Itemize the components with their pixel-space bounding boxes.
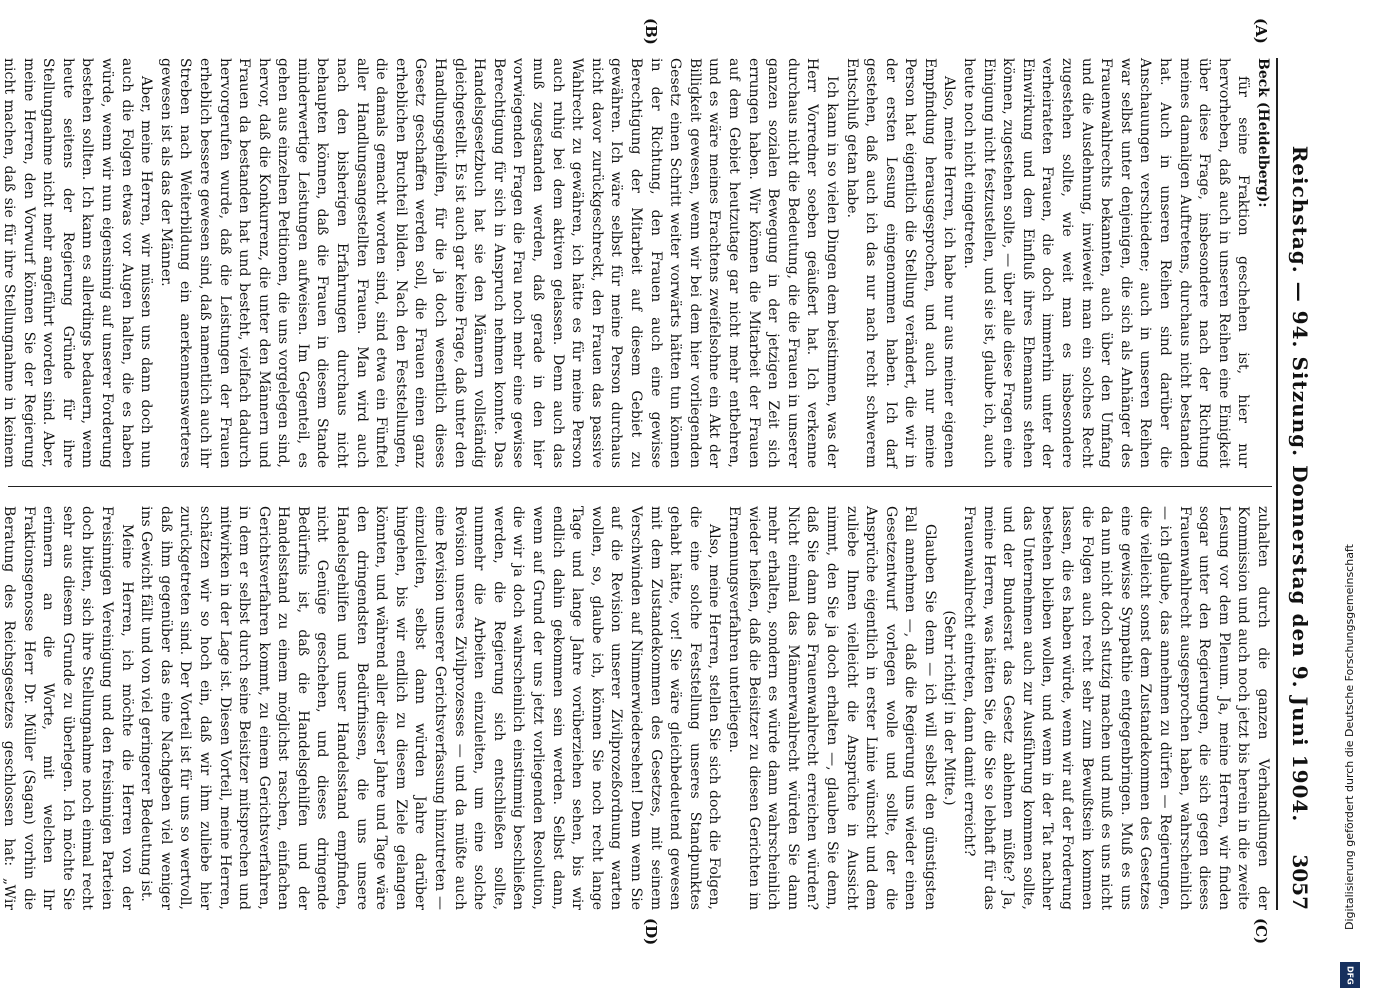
page-header: [1276, 58, 1312, 910]
right-column: [1, 506, 1272, 910]
interjection: (Sehr richtig! in der Mitte.): [941, 610, 958, 806]
margin-marker-a: (A): [1252, 18, 1270, 44]
margin-marker-c: (C): [1252, 918, 1270, 945]
paragraph: für seine Fraktion geschehen ist, hier nur hervorheben, daß auch in unseren Reihen eine Einigkeit über diese Frage, insbesondere nach der Richtung meines damaligen Auftretens, durchaus nicht bestanden hat. Auch in unseren Reihen sind darüber die Anschauungen verschiedene; auch in unseren Reihen war selbst unter denjenigen, die sich als Anhänger des Frauenwahlrechts bekannten, auch über den Umfang und die Ausdehnung, inwieweit man ein solches Recht zugestehen sollte, wie weit man es insbesondere verheirateten Frauen, die doch immerhin unter der Einwirkung und dem Einfluß ihres Ehemanns stehen können, zugestehen sollte, — über alle diese Fragen eine Einigung nicht festzustellen, und sie ist, glaube ich, auch heute noch nicht eingetreten.: [961, 58, 1252, 468]
paragraph: zuhalten durch die ganzen Verhandlungen der Kommission und auch noch jetzt bis herein in die zweite Lesung vor dem Plenum. Ja, meine Herren, wir finden sogar unter den Regierungen, die sich gegen dieses Frauenwahlrecht ausgesprochen haben, wahrscheinlich — ich glaube, das annehmen zu dürfen — Regierungen, die vielleicht sonst dem Zustandekommen des Gesetzes eine gewisse Sympathie entgegenbringen. Muß es uns da nun nicht doch stutzig machen und muß es uns nicht die Folgen auch recht sehr zum Bewußtsein kommen lassen, die es haben würde, wenn wir auf der Forderung bestehen bleiben wollen, und wenn in der Tat nachher das Unternehmen auch zur Ausführung kommen sollte, und der Bundesrat das Gesetz ablehnen müßte? Ja, meine Herren, was hätten Sie, die Sie so lebhaft für das Frauenwahlrecht eintreten, dann damit erreicht?: [961, 506, 1271, 910]
speaker-name: Beck (Heidelberg):: [1255, 58, 1271, 208]
margin-marker-d: (D): [642, 918, 660, 946]
footer-credit: Digitalisierung gefördert durch die Deutsche Forschungsgemeinschaft: [1343, 544, 1356, 930]
margin-marker-b: (B): [642, 18, 660, 45]
digitization-footer: [1334, 0, 1366, 1000]
left-column: [1, 58, 1272, 468]
dfg-logo: DFG: [1340, 962, 1360, 988]
paragraph: Aber, meine Herren, wir müssen uns dann doch nun auch die Folgen etwas vor Augen halten, die es haben würde, wenn wir nun eigensinnig auf unserer Forderung bestehen sollten. Ich kann es allerdings bedauern, wenn heute seitens der Regierung Gründe für ihre Stellungnahme nicht mehr angeführt worden sind. Aber, meine Herren, den Vorwurf können Sie der Regierung nicht machen, daß sie für ihre Stellungnahme in keinem: [1, 58, 155, 468]
paragraph: Ich kann in so vielen Dingen dem beistimmen, was der Herr Vorredner soeben geäußert hat. Ich verkenne durchaus nicht die Bedeutung, die die Frauen in unserer ganzen sozialen Bewegung in der jetzigen Zeit sich errungen haben. Wir können die Mitarbeit der Frauen auf dem Gebiet heutzutage gar nicht mehr entbehren, und es wäre meines Erachtens zweifelsohne ein Akt der Billigkeit gewesen, wenn wir bei dem hier vorliegenden Gesetz einen Schritt weiter vorwärts hätten tun können in der Richtung, den Frauen auch eine gewisse Berechtigung der Mitarbeit auf diesem Gebiet zu gewähren. Ich wäre selbst für meine Person durchaus nicht davor zurückgeschreckt, den Frauen das passive Wahlrecht zu gewähren, ich hätte es für meine Person auch ruhig bei dem aktiven gelassen. Denn auch das muß zugestanden werden, daß gerade in den hier vorwiegenden Fragen die Frau noch mehr eine gewisse Berechtigung für sich in Anspruch nehmen konnte. Das Handelsgesetzbuch hat sie den Männern vollständig gleichgestellt. Es ist auch gar keine Frage, daß unter den Handlungsgehilfen, für die ja doch wesentlich dieses Gesetz geschaffen werden soll, die Frauen einen ganz erheblichen Bruchteil bilden. Nach den Feststellungen, die damals gemacht worden sind, sind etwa ein Fünftel aller Handlungsangestellten Frauen. Man wird auch nach den bisherigen Erfahrungen durchaus nicht behaupten können, daß die Frauen in diesem Stande minderwertige Leistungen aufweisen. Im Gegenteil, es gehen aus einzelnen Petitionen, die uns vorgelegen sind, hervor, daß die Konkurrenz, die unter den Männern und Frauen da bestanden hat und besteht, vielfach dadurch hervorgerufen wurde, daß die Leistungen der Frauen erheblich bessere gewesen sind, daß namentlich auch ihr Streben nach Weiterbildung ein anerkennenswerteres gewesen ist als das der Männer.: [157, 58, 840, 468]
speaker-line: [1252, 58, 1272, 468]
paragraph: Meine Herren, ich möchte die Herren von der Freisinnigen Vereinigung und den freisinnigen Parteien doch bitten, sich ihre Stellungnahme noch einmal recht sehr aus diesem Grunde zu überlegen. Ich möchte Sie erinnern an die Worte, mit welchen Ihr Fraktionsgenosse Herr Dr. Müller (Sagan) vorhin die Beratung des Reichsgesetzes geschlossen hat: „Wir: [1, 506, 135, 910]
paragraph: Also, meine Herren, stellen Sie sich doch die Folgen, die eine solche Feststellung unseres Standpunktes gehabt hätte, vor! Sie wäre gleichbedeutend gewesen mit dem Zustandekommen des Gesetzes, mit seinem Verschwinden auf Nimmerwiedersehen! Denn wenn Sie auf die Revision unserer Zivilprozeßordnung warten wollen, so, glaube ich, können Sie noch recht lange Tage und lange Jahre vorüberziehen sehen, bis wir endlich dahin gekommen sein werden. Selbst dann, wenn auf Grund der uns jetzt vorliegenden Resolution, die wir ja doch wahrscheinlich einstimmig beschließen werden, die Regierung sich entschließen sollte, nunmehr die Arbeiten einzuleiten, um eine solche Revision unseres Zivilprozesses — und da müßte auch eine Revision unserer Gerichtsverfassung hinzutreten — einzuleiten, selbst dann würden Jahre darüber hingehen, bis wir endlich zu diesem Ziele gelangen könnten, und während aller dieser Jahre und Tage wäre den dringendsten Bedürfnissen, die uns unsere Handelsgehilfen und unser Handelsstand empfinden, nicht Genüge geschehen, und dieses dringende Bedürfnis ist, daß die Handelsgehilfen und der Handelsstand zu einem möglichst raschen, einfachen Gerichtsverfahren kommt, zu einem Gerichtsverfahren, in dem er selbst durch seine Beisitzer mitsprechen und mitwirken in der Lage ist. Diesen Vorteil, meine Herren, schätzen wir so hoch ein, daß wir ihm zuliebe hier zurückgetreten sind. Der Vorteil ist für uns so wertvoll, daß ihm gegenüber das eine Nachgeben viel weniger ins Gewicht fällt und von viel geringerer Bedeutung ist.: [138, 506, 723, 910]
column-divider: [8, 486, 1272, 487]
paragraph: Glauben Sie denn — ich will selbst den günstigsten Fall annehmen —, daß die Regierung uns wieder einen Gesetzentwurf vorlegen wolle und sollte, der die Ansprüche eigentlich in erster Linie wünscht und dem zuliebe Ihnen vielleicht die Ansprüche in Aussicht nimmt, den Sie ja doch erhalten —, glauben Sie denn, daß Sie dann das Frauenwahlrecht erreichen würden? Nicht einmal das Männerwahlrecht würden Sie dann mehr erhalten, sondern es würde dann wahrscheinlich wieder heißen, daß die Beisitzer zu diesen Gerichten im Ernennungsverfahren unterliegen.: [725, 506, 938, 910]
page-title: Reichstag. — 94. Sitzung. Donnerstag den 9. Juni 1904.: [1288, 145, 1312, 823]
page-number: 3057: [1288, 854, 1312, 910]
paragraph: Also, meine Herren, ich habe nur aus meiner eigenen Empfindung herausgesprochen, und auch nur meine Person hat eigentlich die Stellung verändert, die wir in der ersten Lesung eingenommen haben. Ich darf gestehen, daß auch ich das nur nach recht schwerem Entschluß getan habe.: [843, 58, 958, 468]
